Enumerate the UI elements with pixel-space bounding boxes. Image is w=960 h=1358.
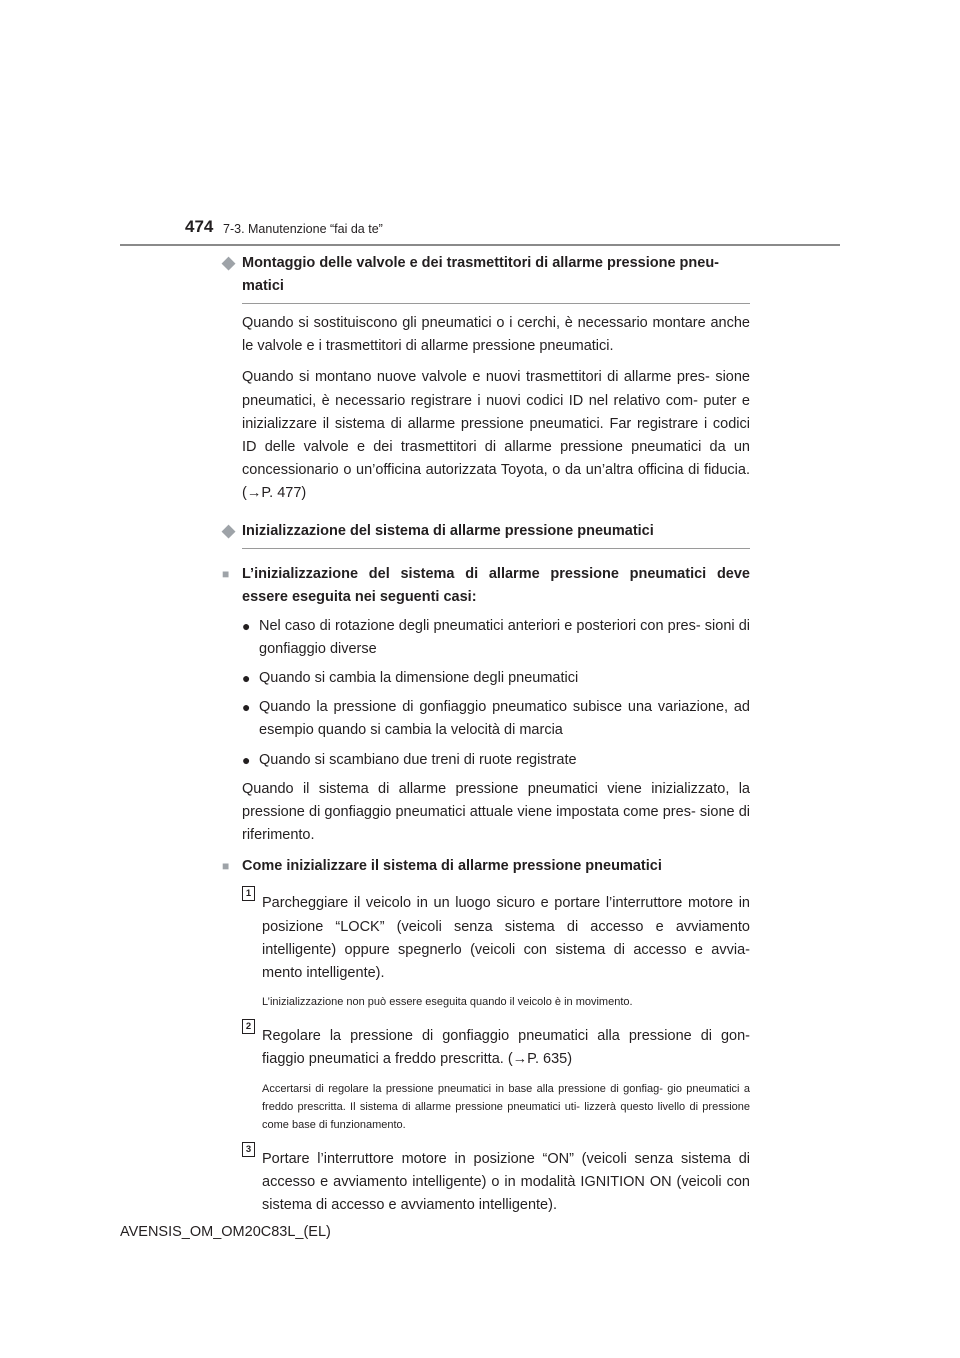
step-text: Parcheggiare il veicolo in un luogo sicuro e portare l’interruttore motore in posizione “LOCK” (veicoli senza sistema di accesso e avviamento intelligente) oppure spegnerlo (veicoli con sistema di accesso e avvia- mento intelligente).: [262, 895, 750, 982]
list-item-text: Quando la pressione di gonfiaggio pneumatico subisce una variazione, ad esempio quando si cambia la velocità di marcia: [259, 699, 750, 739]
step-2: [242, 1021, 750, 1133]
bullet-icon: ●: [242, 617, 251, 634]
step-number-box: 3: [242, 1142, 255, 1157]
list-item: [242, 667, 750, 690]
bullet-icon: ●: [242, 699, 251, 716]
step-text: Regolare la pressione di gonfiaggio pneumatici alla pressione di gon- fiaggio pneumatici a freddo prescritta. (→P. 635): [262, 1028, 750, 1068]
document-code: AVENSIS_OM_OM20C83L_(EL): [120, 1224, 331, 1240]
paragraph: Quando si sostituiscono gli pneumatici o i cerchi, è necessario montare anche le valvole e i trasmettitori di allarme pressione pneumatici.: [242, 315, 750, 355]
list-item: [242, 696, 750, 742]
square-bullet-icon: ■: [222, 566, 230, 581]
diamond-icon: ◆: [222, 253, 236, 272]
step-number-box: 2: [242, 1019, 255, 1034]
heading-divider: [242, 303, 750, 304]
square-bullet-icon: ■: [222, 859, 230, 874]
page-number: 474: [185, 217, 214, 236]
page-content: [222, 252, 750, 1217]
step-1: [242, 888, 750, 1011]
step-note: L’inizializzazione non può essere eseguita quando il veicolo è in movimento.: [262, 996, 633, 1009]
subheading-how: [222, 855, 750, 878]
list-item-text: Nel caso di rotazione degli pneumatici anteriori e posteriori con pres- sioni di gonfiaggio diverse: [259, 617, 750, 657]
list-item-text: Quando si scambiano due treni di ruote registrate: [259, 751, 577, 768]
subheading-text: L’inizializzazione del sistema di allarme pressione pneumatici deve essere eseguita nei seguenti casi:: [242, 565, 750, 605]
section-title: 7-3. Manutenzione “fai da te”: [223, 222, 383, 236]
list-item: [242, 749, 750, 772]
step-3: [242, 1143, 750, 1218]
subheading-text: Come inizializzare il sistema di allarme pressione pneumatici: [242, 858, 662, 875]
heading-divider: [242, 548, 750, 549]
header-divider: [120, 244, 840, 246]
section-heading-valves: [222, 252, 750, 298]
bullet-icon: ●: [242, 670, 251, 687]
section-heading-initialization: [222, 520, 750, 543]
list-item-text: Quando si cambia la dimensione degli pneumatici: [259, 670, 579, 687]
step-number-box: 1: [242, 886, 255, 901]
diamond-icon: ◆: [222, 520, 236, 540]
paragraph: Quando si montano nuove valvole e nuovi trasmettitori di allarme pres- sione pneumatici, è necessario registrare i nuovi codici ID nel relativo com- puter e inizializzare il sistema di allarme pressione pneumatici. Far registrare i codici ID delle valvole e dei trasmettitori di allarme pressione pneumatici da un concessionario o un’officina autorizzata Toyota, o da un’altra officina di fiducia. (→P. 477): [242, 369, 750, 502]
section-heading-text: Montaggio delle valvole e dei trasmettitori di allarme pressione pneu- matici: [242, 255, 720, 294]
subheading-when: [222, 563, 750, 609]
bullet-icon: ●: [242, 751, 251, 768]
step-note: Accertarsi di regolare la pressione pneumatici in base alla pressione di gonfiag- gio pneumatici a freddo prescritta. Il sistema di allarme pressione pneumatici uti- lizzerà questo livello di pressione come base di funzionamento.: [262, 1082, 750, 1131]
step-text: Portare l’interruttore motore in posizione “ON” (veicoli senza sistema di accesso e avviamento intelligente) o in modalità IGNITION ON (veicoli con sistema di accesso e avviamento intelligente).: [262, 1150, 750, 1214]
list-item: [242, 615, 750, 661]
section-heading-text: Inizializzazione del sistema di allarme pressione pneumatici: [242, 522, 654, 539]
paragraph: Quando il sistema di allarme pressione pneumatici viene inizializzato, la pressione di gonfiaggio pneumatici attuale viene impostata come pres- sione di riferimento.: [242, 780, 750, 844]
